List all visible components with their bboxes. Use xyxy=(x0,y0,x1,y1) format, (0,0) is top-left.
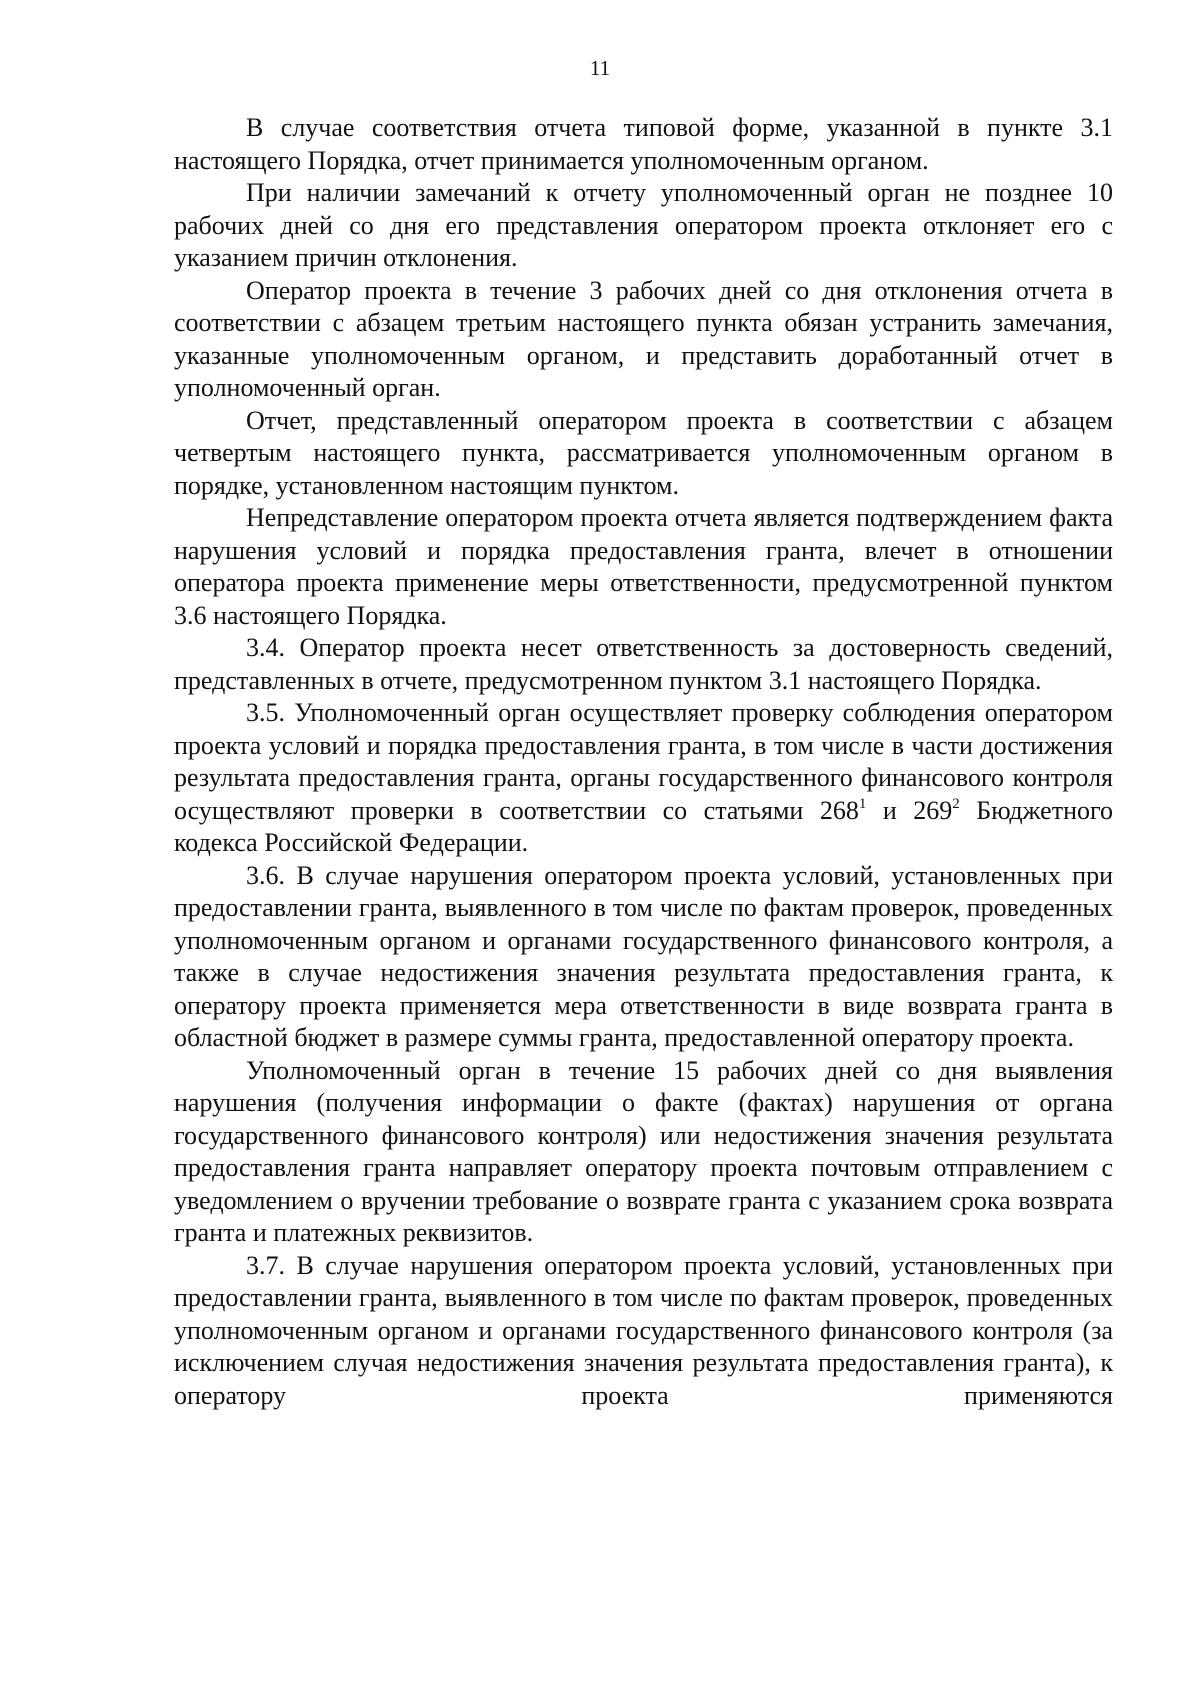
paragraph-3-7: 3.7. В случае нарушения оператором проекта условий, установленных при предоставлении гранта, выявленного в том числе по фактам проверок, проведенных уполномоченным органом и органами государственного финансового контроля (за исключением случая недостижения значения результата предоставления гранта), к оператору проекта применяются xyxy=(174,1250,1113,1410)
paragraph-report-accepted: В случае соответствия отчета типовой форме, указанной в пункте 3.1 настоящего Порядка, отчет принимается уполномоченным органом. xyxy=(174,113,1113,175)
footnote-sup-1: 1 xyxy=(858,795,867,812)
document-body xyxy=(174,112,1113,1412)
paragraph-3-4: 3.4. Оператор проекта несет ответственность за достоверность сведений, представленных в отчете, предусмотренном пунктом 3.1 настоящего Порядка. xyxy=(174,633,1113,695)
paragraph-3-5 xyxy=(174,697,1113,860)
paragraph-3-6: 3.6. В случае нарушения оператором проекта условий, установленных при предоставлении гранта, выявленного в том числе по фактам проверок, проведенных уполномоченным органом и органами государственного финансового контроля, а также в случае недостижения значения результата предоставления гранта, к оператору проекта применяется мера ответственности в виде возврата гранта в областной бюджет в размере суммы гранта, предоставленной оператору проекта. xyxy=(174,860,1113,1052)
paragraph-3-5-part1: 3.5. Уполномоченный орган осуществляет проверку соблюдения оператором проекта условий и порядка предоставления гранта, в том числе в части достижения результата предоставления гранта, органы государственного финансового контроля осуществляют проверки в соответствии со статьями 268 xyxy=(174,698,1113,825)
page-number: 11 xyxy=(589,56,611,80)
paragraph-3-5-part3: Бюджетного кодекса Российской Федерации. xyxy=(174,795,1114,857)
paragraph-non-submission: Непредставление оператором проекта отчета является подтверждением факта нарушения условий и порядка предоставления гранта, влечет в отношении оператора проекта применение меры ответственности, предусмотренной пунктом 3.6 настоящего Порядка. xyxy=(174,503,1113,630)
paragraph-remarks-fix: Оператор проекта в течение 3 рабочих дней со дня отклонения отчета в соответствии с абзацем третьим настоящего пункта обязан устранить замечания, указанные уполномоченным органом, и представить доработанный отчет в уполномоченный орган. xyxy=(174,275,1113,402)
paragraph-3-5-part2: и 269 xyxy=(866,795,953,825)
paragraph-report-rejected: При наличии замечаний к отчету уполномоченный орган не позднее 10 рабочих дней со дня его представления оператором проекта отклоняет его с указанием причин отклонения. xyxy=(174,178,1113,272)
paragraph-return-demand: Уполномоченный орган в течение 15 рабочих дней со дня выявления нарушения (получения информации о факте (фактах) нарушения от органа государственного финансового контроля) или недостижения значения результата предоставления гранта направляет оператору проекта почтовым отправлением с уведомлением о вручении требование о возврате гранта с указанием срока возврата гранта и платежных реквизитов. xyxy=(174,1055,1113,1247)
footnote-sup-2: 2 xyxy=(952,795,960,812)
paragraph-resubmitted-report: Отчет, представленный оператором проекта в соответствии с абзацем четвертым настоящего пункта, рассматривается уполномоченным органом в порядке, установленном настоящим пунктом. xyxy=(174,405,1113,500)
